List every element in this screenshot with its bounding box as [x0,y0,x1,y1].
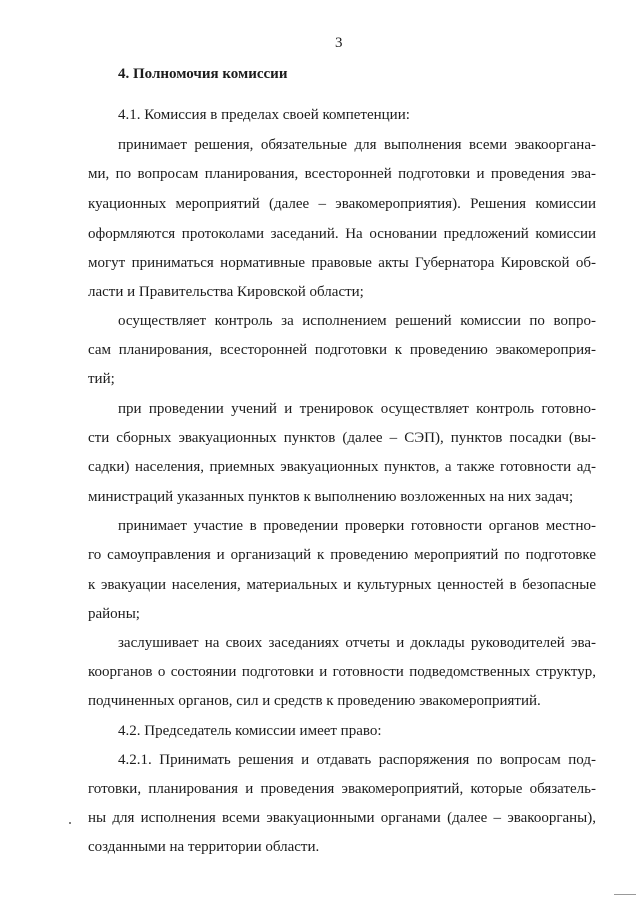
paragraph-line: го самоуправления и организаций к проведению мероприятий по подготовке [88,547,596,563]
paragraph-line: могут приниматься нормативные правовые акты Губернатора Кировской об- [88,255,596,271]
paragraph-line: готовки, планирования и проведения эвакомероприятий, которые обязатель- [88,781,596,797]
paragraph-line: при проведении учений и тренировок осуществляет контроль готовно- [118,401,596,417]
paragraph-line: оформляются протоколами заседаний. На основании предложений комиссии [88,226,596,242]
page-number: 3 [335,35,343,51]
paragraph-line: тий; [88,371,115,387]
paragraph-line: коорганов о состоянии подготовки и готовности подведомственных структур, [88,664,596,680]
paragraph-line: куационных мероприятий (далее – эвакомероприятия). Решения комиссии [88,196,596,212]
scan-edge-mark [614,894,636,895]
paragraph-line: 4.2.1. Принимать решения и отдавать распоряжения по вопросам под- [118,752,596,768]
paragraph-line: принимает решения, обязательные для выполнения всеми эвакооргана- [118,137,596,153]
paragraph-line: сам планирования, всесторонней подготовки к проведению эвакомероприя- [88,342,596,358]
paragraph-line: ми, по вопросам планирования, всесторонней подготовки и проведения эва- [88,166,596,182]
paragraph-line: осуществляет контроль за исполнением решений комиссии по вопро- [118,313,596,329]
paragraph-line: ласти и Правительства Кировской области; [88,284,364,300]
paragraph-line: 4.1. Комиссия в пределах своей компетенции: [118,107,410,123]
paragraph-line: созданными на территории области. [88,839,320,855]
paragraph-line: садки) населения, приемных эвакуационных пунктов, а также готовности ад- [88,459,596,475]
paragraph-line: к эвакуации населения, материальных и культурных ценностей в безопасные [88,577,596,593]
paragraph-line: ны для исполнения всеми эвакуационными органами (далее – эвакоорганы), [88,810,596,826]
paragraph-line: сти сборных эвакуационных пунктов (далее – СЭП), пунктов посадки (вы- [88,430,596,446]
paragraph-line: министраций указанных пунктов к выполнению возложенных на них задач; [88,489,574,505]
paragraph-line: заслушивает на своих заседаниях отчеты и доклады руководителей эва- [118,635,596,651]
paragraph-line: подчиненных органов, сил и средств к проведению эвакомероприятий. [88,693,541,709]
paragraph-line: принимает участие в проведении проверки готовности органов местно- [118,518,596,534]
section-heading: 4. Полномочия комиссии [118,66,288,82]
scan-speck [69,822,71,824]
paragraph-line: 4.2. Председатель комиссии имеет право: [118,723,382,739]
paragraph-line: районы; [88,606,140,622]
